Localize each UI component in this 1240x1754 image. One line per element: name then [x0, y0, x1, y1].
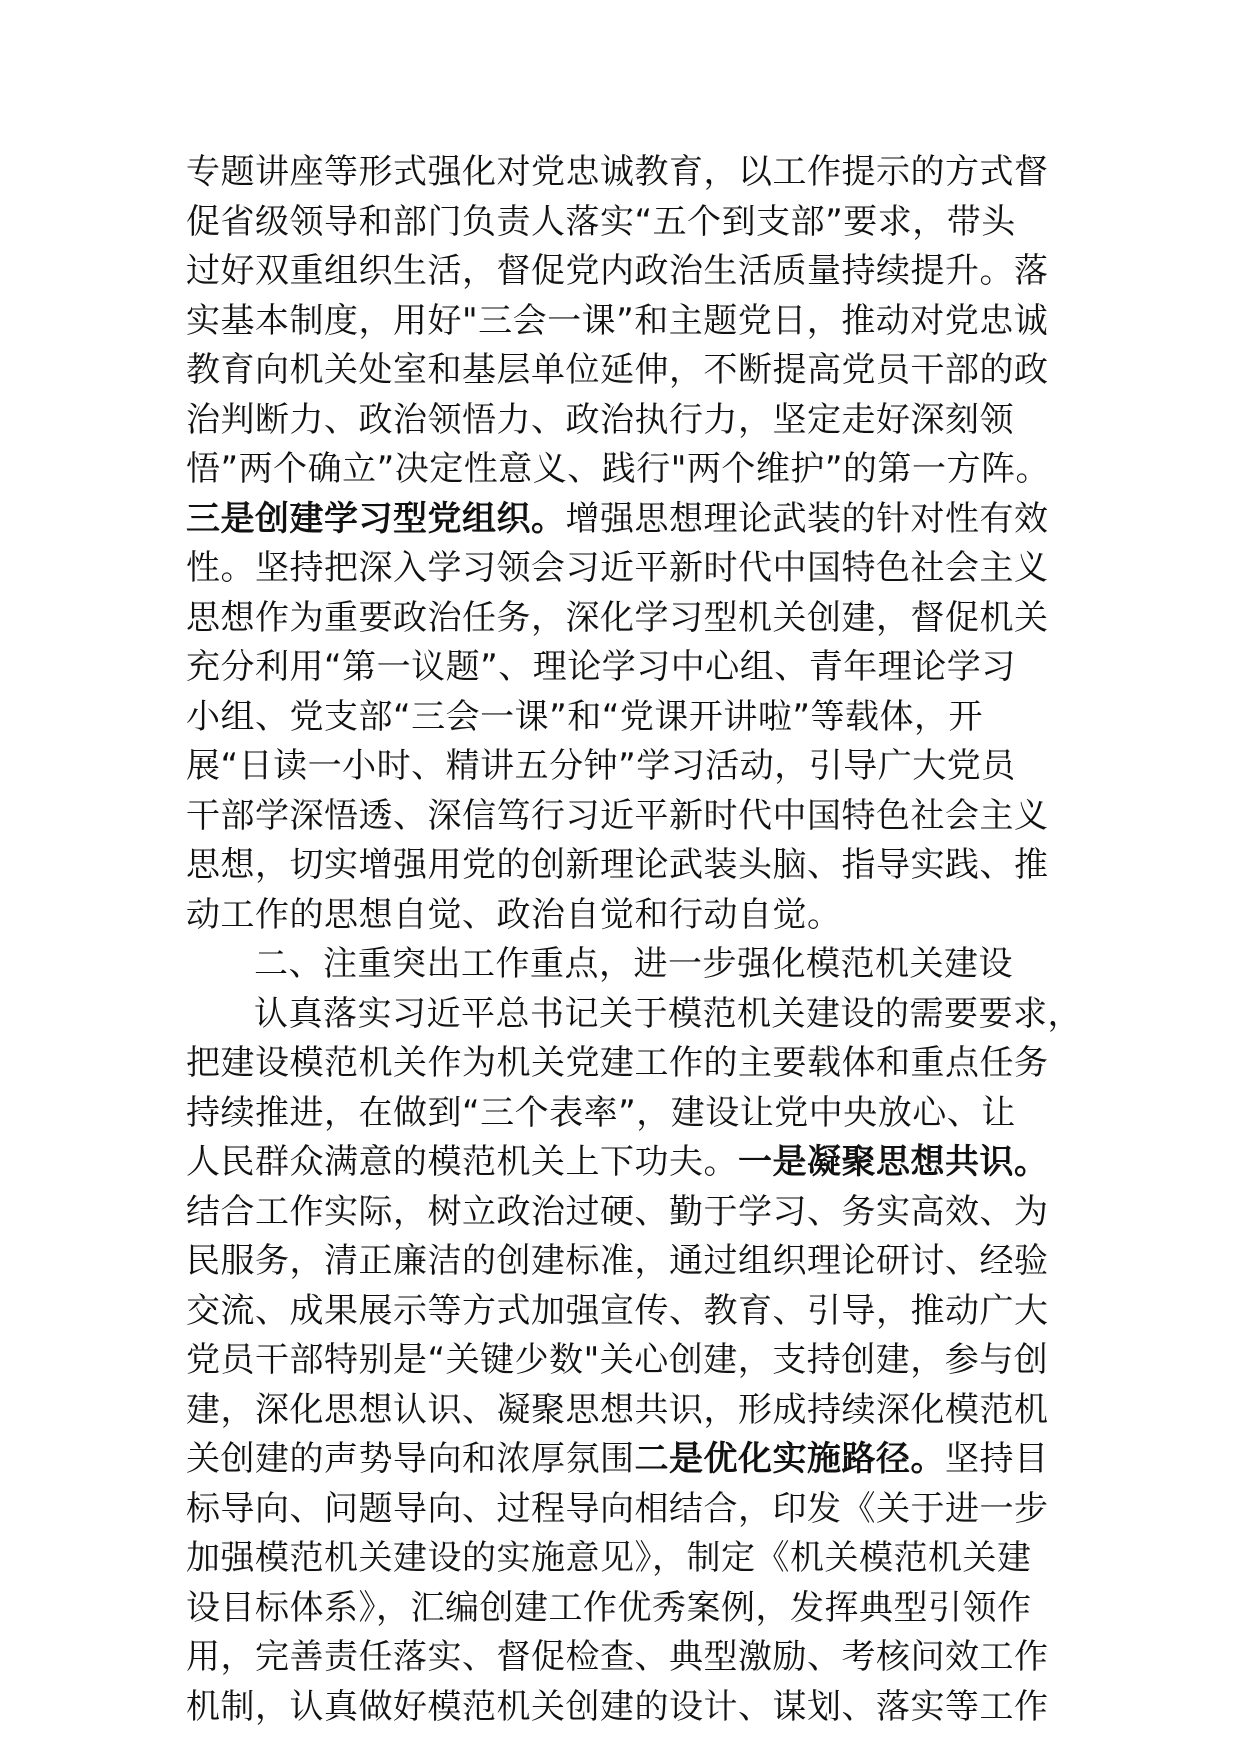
text-line	[186, 445, 1066, 495]
body-text: 动工作的思想自觉、政治自觉和行动自觉。	[186, 894, 842, 935]
text-line	[186, 990, 1082, 1040]
text-line	[186, 1633, 1066, 1683]
body-text: 党员干部特别是“关键少数"关心创建，支持创建，参与创	[186, 1340, 1049, 1380]
text-line	[186, 841, 1066, 891]
body-text: 二、注重突出工作重点，进一步强化模范机关建设	[254, 944, 1013, 984]
body-text: 标导向、问题导向、过程导向相结合，印发《关于进一步	[186, 1488, 1049, 1529]
body-text: 悟”两个确立”决定性意义、践行"两个维护”的第一方阵。	[186, 449, 1050, 489]
text-line	[186, 198, 1066, 248]
text-line	[186, 1435, 1066, 1485]
body-text: 交流、成果展示等方式加强宣传、教育、引导，推动广大	[186, 1290, 1049, 1331]
text-line	[186, 693, 1066, 743]
text-line	[186, 891, 1066, 941]
body-text: 设目标体系》，汇编创建工作优秀案例，发挥典型引领作	[186, 1587, 1032, 1628]
body-text: 认真落实习近平总书记关于模范机关建设的需要要求，	[254, 993, 1082, 1034]
text-line	[186, 940, 1066, 990]
bold-heading-text: 三是创建学习型党组织。	[186, 498, 566, 539]
body-text: 小组、党支部“三会一课”和“党课开讲啦”等载体，开	[186, 696, 983, 737]
text-line	[186, 1089, 1066, 1139]
text-line	[186, 544, 1066, 594]
body-text: 干部学深悟透、深信笃行习近平新时代中国特色社会主义	[186, 795, 1049, 836]
body-text: 展“日读一小时、精讲五分钟”学习活动，引导广大党员	[186, 746, 1016, 786]
body-text: 结合工作实际，树立政治过硬、勤于学习、务实高效、为	[186, 1191, 1049, 1232]
text-line	[186, 346, 1066, 396]
body-text: 实基本制度，用好"三会一课”和主题党日，推动对党忠诚	[186, 300, 1049, 341]
body-text: 性。坚持把深入学习领会习近平新时代中国特色社会主义	[186, 548, 1049, 588]
body-text: 思想，切实增强用党的创新理论武装头脑、指导实践、推	[186, 845, 1049, 885]
body-text: 加强模范机关建设的实施意见》，制定《机关模范机关建	[186, 1538, 1032, 1578]
body-text: 关创建的声势导向和浓厚氛围	[186, 1439, 635, 1479]
text-line	[186, 247, 1066, 297]
text-line	[186, 594, 1066, 644]
body-text: 促省级领导和部门负责人落实“五个到支部”要求，带头	[186, 201, 1016, 242]
text-line	[186, 1188, 1066, 1238]
text-line	[186, 1534, 1066, 1584]
bold-heading-text: 一是凝聚思想共识。	[738, 1142, 1049, 1182]
text-line	[186, 1287, 1066, 1337]
text-line	[186, 148, 1066, 198]
bold-heading-text: 二是优化实施路径。	[634, 1439, 945, 1479]
text-line	[186, 396, 1066, 446]
text-line	[186, 495, 1066, 545]
body-text: 机制，认真做好模范机关创建的设计、谋划、落实等工作	[186, 1686, 1049, 1727]
text-line	[186, 1138, 1066, 1188]
text-line	[186, 742, 1066, 792]
body-text: 过好双重组织生活，督促党内政治生活质量持续提升。落	[186, 251, 1049, 291]
document-page	[186, 148, 1082, 1732]
text-line	[186, 1584, 1066, 1634]
text-line	[186, 1683, 1066, 1733]
body-text: 教育向机关处室和基层单位延伸，不断提高党员干部的政	[186, 350, 1049, 390]
text-line	[186, 1039, 1066, 1089]
text-line	[186, 297, 1066, 347]
body-text: 治判断力、政治领悟力、政治执行力，坚定走好深刻领	[186, 399, 1014, 440]
text-line	[186, 1386, 1066, 1436]
body-text: 专题讲座等形式强化对党忠诚教育，以工作提示的方式督	[186, 152, 1049, 192]
body-text: 增强思想理论武装的针对性有效	[565, 498, 1049, 539]
body-text: 思想作为重要政治任务，深化学习型机关创建，督促机关	[186, 597, 1049, 638]
body-text: 充分利用“第一议题”、理论学习中心组、青年理论学习	[186, 647, 1016, 687]
body-text: 建，深化思想认识、凝聚思想共识，形成持续深化模范机	[186, 1389, 1049, 1430]
text-line	[186, 1336, 1066, 1386]
text-line	[186, 643, 1066, 693]
body-text: 民服务，清正廉洁的创建标准，通过组织理论研讨、经验	[186, 1241, 1049, 1281]
body-text: 持续推进，在做到“三个表率”，建设让党中央放心、让	[186, 1092, 1016, 1133]
text-line	[186, 792, 1066, 842]
body-text: 把建设模范机关作为机关党建工作的主要载体和重点任务	[186, 1043, 1049, 1083]
body-text: 坚持目	[945, 1439, 1049, 1479]
body-text: 人民群众满意的模范机关上下功夫。	[186, 1142, 738, 1182]
text-line	[186, 1485, 1066, 1535]
text-line	[186, 1237, 1066, 1287]
body-text: 用，完善责任落实、督促检查、典型激励、考核问效工作	[186, 1637, 1049, 1677]
